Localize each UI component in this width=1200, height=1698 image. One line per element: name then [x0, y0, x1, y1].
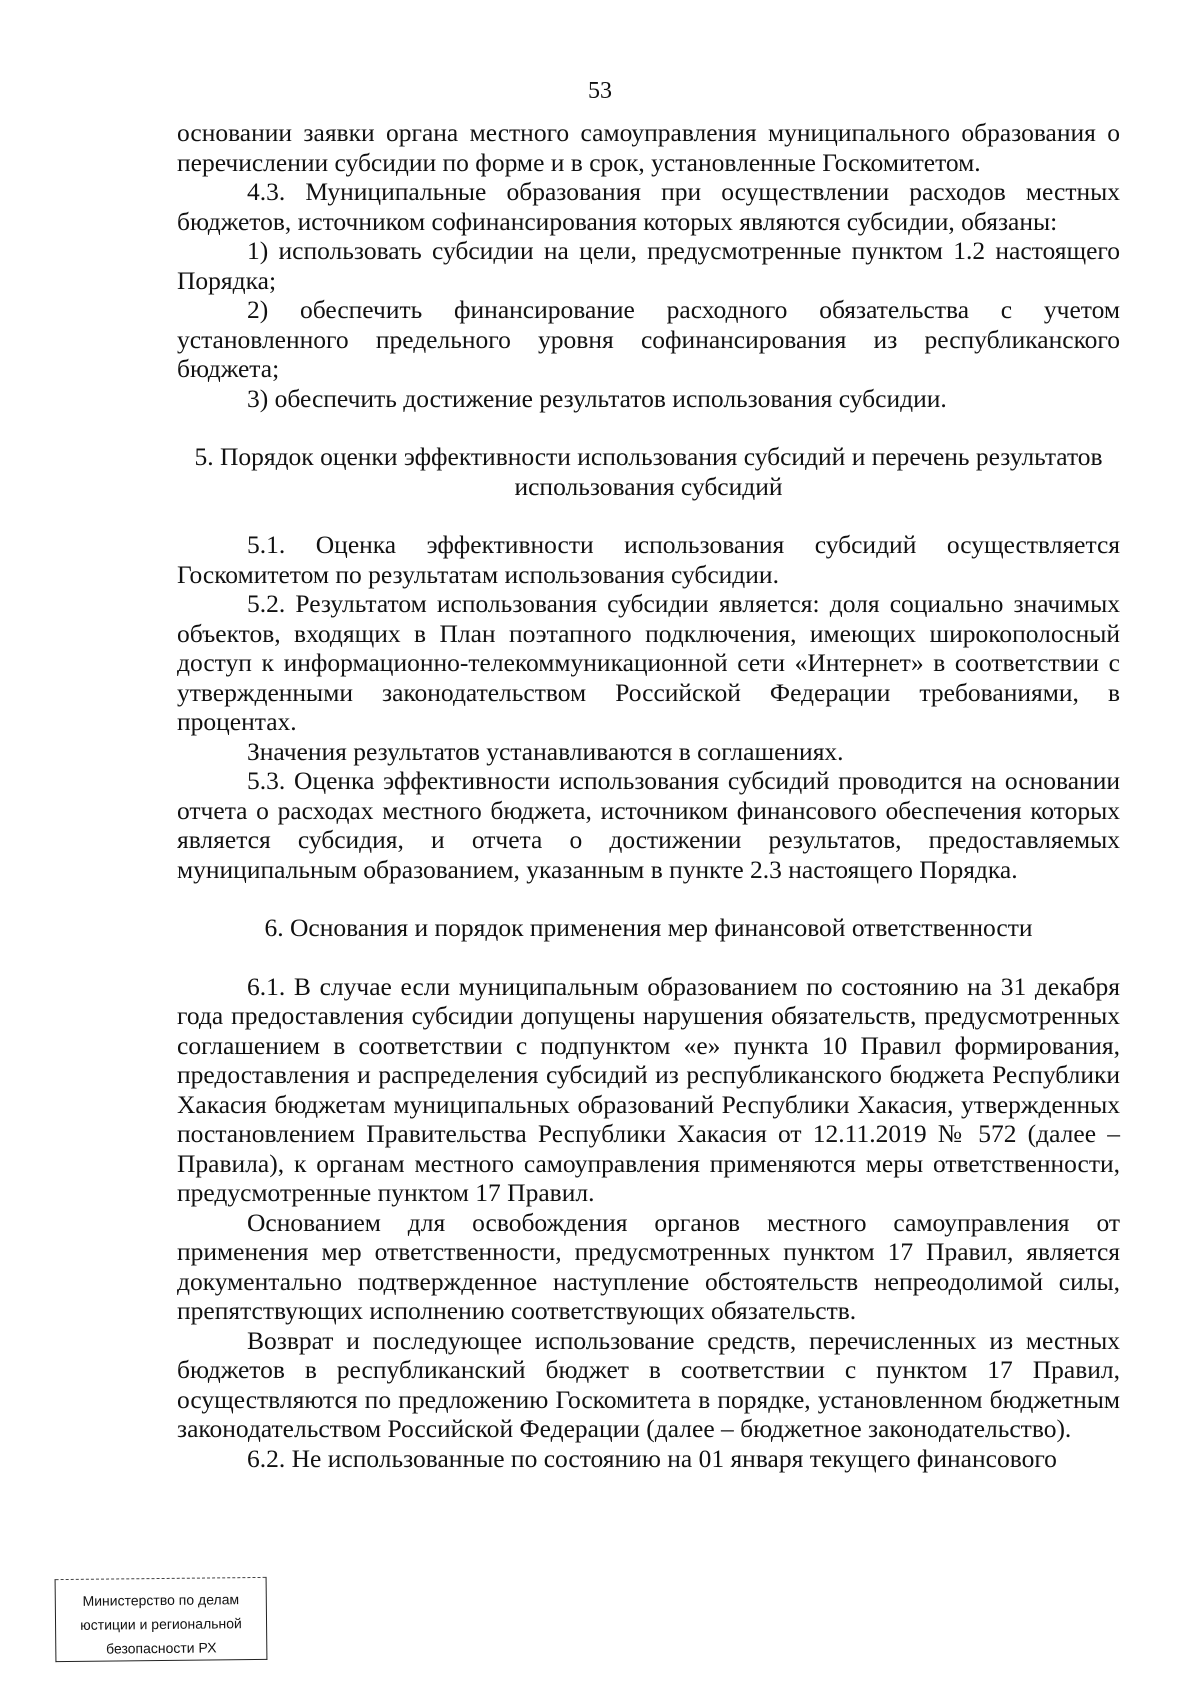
paragraph-4-3: 4.3. Муниципальные образования при осуществлении расходов местных бюджетов, источником софинансирования которых являются субсидии, обязаны: — [177, 177, 1120, 236]
paragraph-4-3-item-2: 2) обеспечить финансирование расходного обязательства с учетом установленного предельного уровня софинансирования из республиканского бюджета; — [177, 295, 1120, 383]
paragraph-5-2: 5.2. Результатом использования субсидии является: доля социально значимых объектов, входящих в План поэтапного подключения, имеющих широкополосный доступ к информационно-телекоммуникационной сети «Интернет» в соответствии с утвержденными законодательством Российской Федерации требованиями, в процентах. — [177, 589, 1120, 736]
paragraph-6-2: 6.2. Не использованные по состоянию на 01 января текущего финансового — [247, 1443, 1057, 1473]
stamp-line-2: юстиции и региональной — [80, 1615, 242, 1633]
ministry-stamp — [55, 1577, 268, 1662]
paragraph-6-1: 6.1. В случае если муниципальным образованием по состоянию на 31 декабря года предоставления субсидии допущены нарушения обязательств, предусмотренных соглашением в соответствии с подпунктом «е» пункта 10 Правил формирования, предоставления и распределения субсидий из республиканского бюджета Республики Хакасия бюджетам муниципальных образований Республики Хакасия, утвержденных постановлением Правительства Республики Хакасия от 12.11.2019 № 572 (далее – Правила), к органам местного самоуправления применяются меры ответственности, предусмотренные пунктом 17 Правил. — [177, 971, 1120, 1207]
stamp-line-1: Министерство по делам — [82, 1591, 240, 1609]
page-number: 53 — [588, 78, 612, 104]
paragraph-continuation: основании заявки органа местного самоуправления муниципального образования о перечислении субсидии по форме и в срок, установленные Госкомитетом. — [177, 118, 1120, 177]
paragraph-4-3-item-1: 1) использовать субсидии на цели, предусмотренные пунктом 1.2 настоящего Порядка; — [177, 236, 1120, 295]
paragraph-5-1: 5.1. Оценка эффективности использования субсидий осуществляется Госкомитетом по результатам использования субсидии. — [177, 530, 1120, 589]
paragraph-5-3: 5.3. Оценка эффективности использования субсидий проводится на основании отчета о расходах местного бюджета, источником финансового обеспечения которых является субсидия, и отчета о достижении результатов, предоставляемых муниципальным образованием, указанным в пункте 2.3 настоящего Порядка. — [177, 766, 1120, 884]
paragraph-5-2-values: Значения результатов устанавливаются в соглашениях. — [247, 736, 844, 766]
stamp-line-3: безопасности РХ — [105, 1639, 217, 1657]
section-5-heading: 5. Порядок оценки эффективности использования субсидий и перечень результатов использования субсидий — [194, 442, 1103, 501]
section-6-heading: 6. Основания и порядок применения мер финансовой ответственности — [264, 913, 1033, 942]
paragraph-6-1-exemption: Основанием для освобождения органов местного самоуправления от применения мер ответственности, предусмотренных пунктом 17 Правил, является документально подтвержденное наступление обстоятельств непреодолимой силы, препятствующих исполнению соответствующих обязательств. — [177, 1207, 1120, 1325]
paragraph-6-1-refund: Возврат и последующее использование средств, перечисленных из местных бюджетов в республиканский бюджет в соответствии с пунктом 17 Правил, осуществляются по предложению Госкомитета в порядке, установленном бюджетным законодательством Российской Федерации (далее – бюджетное законодательство). — [177, 1325, 1120, 1443]
document-body — [177, 118, 1120, 1473]
paragraph-4-3-item-3: 3) обеспечить достижение результатов использования субсидии. — [247, 383, 947, 413]
